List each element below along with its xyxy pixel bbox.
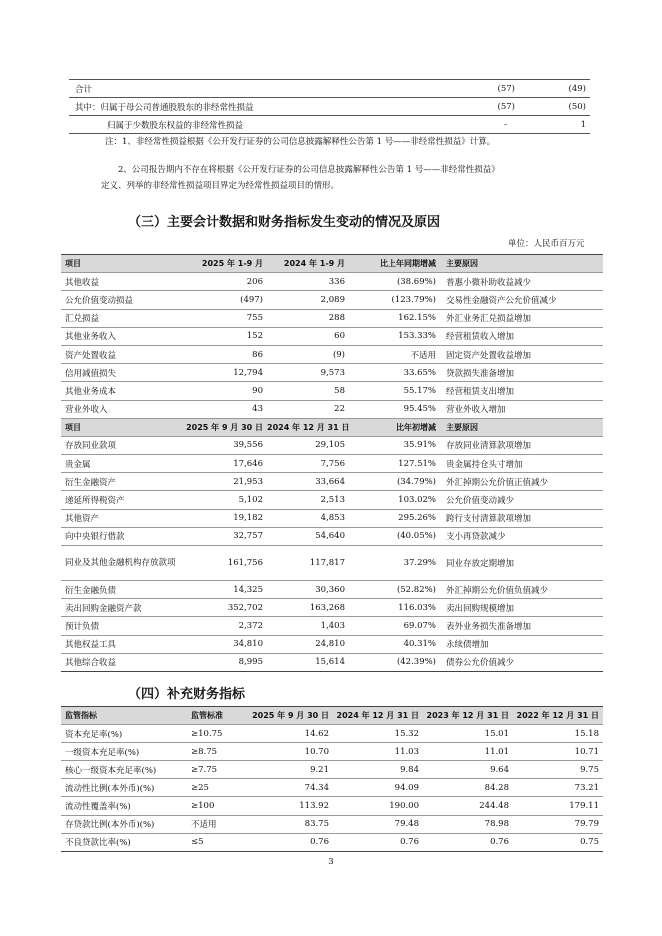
item-label: 预计负债 xyxy=(61,617,185,635)
reason-cell: 经营租赁支出增加 xyxy=(440,382,603,400)
table-row xyxy=(61,546,603,581)
value-cell: 14.62 xyxy=(243,725,333,743)
non-recurring-summary-table xyxy=(69,79,590,134)
value-cell: 1 xyxy=(519,116,590,134)
value-cell: 95.45% xyxy=(349,400,440,418)
standard-cell: 不适用 xyxy=(185,815,243,833)
value-cell: 15.01 xyxy=(423,725,513,743)
header-cell: 2025 年 1-9 月 xyxy=(185,255,267,273)
reason-cell: 贷款损失准备增加 xyxy=(440,364,603,382)
value-cell: (57) xyxy=(429,98,519,116)
reason-cell: 外汇掉期公允价值负值减少 xyxy=(440,581,603,599)
table-row xyxy=(61,725,603,743)
value-cell: 29,105 xyxy=(267,436,349,454)
value-cell: 37.29% xyxy=(349,546,440,581)
value-cell: 9.75 xyxy=(513,761,603,779)
value-cell: 79.79 xyxy=(513,815,603,833)
table-row xyxy=(61,473,603,491)
table-row xyxy=(61,635,603,653)
table-row xyxy=(61,743,603,761)
value-cell: 9.21 xyxy=(243,761,333,779)
table-row xyxy=(61,653,603,671)
value-cell: 117,817 xyxy=(267,546,349,581)
value-cell: 8,995 xyxy=(185,653,267,671)
value-cell: 162.15% xyxy=(349,309,440,327)
value-cell: (57) xyxy=(429,80,519,98)
item-label: 贵金属 xyxy=(61,455,185,473)
item-label: 其他权益工具 xyxy=(61,635,185,653)
reason-cell: 跨行支付清算款项增加 xyxy=(440,509,603,527)
value-cell: 12,794 xyxy=(185,364,267,382)
unit-label: 单位：人民币百万元 xyxy=(508,239,585,249)
value-cell: 288 xyxy=(267,309,349,327)
value-cell: 336 xyxy=(267,273,349,291)
table-row xyxy=(61,491,603,509)
value-cell: 60 xyxy=(267,327,349,345)
table-row xyxy=(69,80,590,98)
value-cell: (42.39%) xyxy=(349,653,440,671)
value-cell: 22 xyxy=(267,400,349,418)
table-header-row xyxy=(61,418,603,436)
value-cell: 113.92 xyxy=(243,797,333,815)
supplementary-indicators-table xyxy=(61,706,603,852)
table-row xyxy=(61,327,603,345)
value-cell: 55.17% xyxy=(349,382,440,400)
value-cell: (38.69%) xyxy=(349,273,440,291)
indicator-label: 资本充足率(%) xyxy=(61,725,185,743)
reason-cell: 卖出回购规模增加 xyxy=(440,599,603,617)
table-row xyxy=(61,273,603,291)
row-label: 其中：归属于母公司普通股股东的非经常性损益 xyxy=(69,98,429,116)
reason-cell: 公允价值变动减少 xyxy=(440,491,603,509)
header-cell: 主要原因 xyxy=(440,255,603,273)
item-label: 其他综合收益 xyxy=(61,653,185,671)
reason-cell: 贵金属持仓头寸增加 xyxy=(440,455,603,473)
value-cell: 755 xyxy=(185,309,267,327)
table-row xyxy=(61,797,603,815)
table-row xyxy=(61,291,603,309)
table-row xyxy=(69,116,590,134)
value-cell: 33,664 xyxy=(267,473,349,491)
table-row xyxy=(61,761,603,779)
value-cell: 190.00 xyxy=(333,797,423,815)
header-cell: 2023 年 12 月 31 日 xyxy=(423,707,513,725)
table-row xyxy=(61,382,603,400)
value-cell: 206 xyxy=(185,273,267,291)
value-cell: 19,182 xyxy=(185,509,267,527)
value-cell: 9.64 xyxy=(423,761,513,779)
table-row xyxy=(69,98,590,116)
header-cell: 主要原因 xyxy=(440,418,603,436)
value-cell: 9.84 xyxy=(333,761,423,779)
value-cell: 58 xyxy=(267,382,349,400)
value-cell: (49) xyxy=(519,80,590,98)
value-cell: 179.11 xyxy=(513,797,603,815)
reason-cell: 债券公允价值减少 xyxy=(440,653,603,671)
value-cell: 161,756 xyxy=(185,546,267,581)
value-cell: 17,646 xyxy=(185,455,267,473)
header-cell: 项目 xyxy=(61,255,185,273)
table-row xyxy=(61,833,603,851)
item-label: 卖出回购金融资产款 xyxy=(61,599,185,617)
table-row xyxy=(61,527,603,545)
value-cell: 5,102 xyxy=(185,491,267,509)
value-cell: 35.91% xyxy=(349,436,440,454)
value-cell: 10.71 xyxy=(513,743,603,761)
indicator-label: 存贷款比例(本外币)(%) xyxy=(61,815,185,833)
indicator-label: 一级资本充足率(%) xyxy=(61,743,185,761)
value-cell: 15.32 xyxy=(333,725,423,743)
header-cell: 监管标准 xyxy=(185,707,243,725)
value-cell: 244.48 xyxy=(423,797,513,815)
value-cell: 11.01 xyxy=(423,743,513,761)
value-cell: 94.09 xyxy=(333,779,423,797)
reason-cell: 外汇业务汇兑损益增加 xyxy=(440,309,603,327)
value-cell: 90 xyxy=(185,382,267,400)
value-cell: (34.79%) xyxy=(349,473,440,491)
value-cell: 152 xyxy=(185,327,267,345)
table-header-row xyxy=(61,255,603,273)
standard-cell: ≥10.75 xyxy=(185,725,243,743)
reason-cell: 表外业务损失准备增加 xyxy=(440,617,603,635)
item-label: 公允价值变动损益 xyxy=(61,291,185,309)
table-row xyxy=(61,617,603,635)
item-label: 其他资产 xyxy=(61,509,185,527)
value-cell: 不适用 xyxy=(349,345,440,363)
item-label: 其他业务收入 xyxy=(61,327,185,345)
item-label: 其他收益 xyxy=(61,273,185,291)
value-cell: 79.48 xyxy=(333,815,423,833)
value-cell: 84.28 xyxy=(423,779,513,797)
value-cell: 21,953 xyxy=(185,473,267,491)
table-row xyxy=(61,345,603,363)
reason-cell: 经营租赁收入增加 xyxy=(440,327,603,345)
header-cell: 2024 年 12 月 31 日 xyxy=(333,707,423,725)
value-cell: - xyxy=(429,116,519,134)
value-cell: 15,614 xyxy=(267,653,349,671)
value-cell: (52.82%) xyxy=(349,581,440,599)
item-label: 递延所得税资产 xyxy=(61,491,185,509)
value-cell: 127.51% xyxy=(349,455,440,473)
table-header-row xyxy=(61,707,603,725)
reason-cell: 永续债增加 xyxy=(440,635,603,653)
value-cell: (123.79%) xyxy=(349,291,440,309)
standard-cell: ≥25 xyxy=(185,779,243,797)
value-cell: (9) xyxy=(267,345,349,363)
financial-changes-table xyxy=(61,254,603,672)
value-cell: 352,702 xyxy=(185,599,267,617)
header-cell: 2024 年 12 月 31 日 xyxy=(267,418,349,436)
table-row xyxy=(61,815,603,833)
table-row xyxy=(61,779,603,797)
value-cell: (50) xyxy=(519,98,590,116)
value-cell: 73.21 xyxy=(513,779,603,797)
reason-cell: 营业外收入增加 xyxy=(440,400,603,418)
section-3-title: （三）主要会计数据和财务指标发生变动的情况及原因 xyxy=(128,215,441,230)
indicator-label: 流动性比例(本外币)(%) xyxy=(61,779,185,797)
value-cell: 163,268 xyxy=(267,599,349,617)
header-cell: 比上年同期增减 xyxy=(349,255,440,273)
value-cell: 11.03 xyxy=(333,743,423,761)
table-row xyxy=(61,455,603,473)
value-cell: (497) xyxy=(185,291,267,309)
item-label: 营业外收入 xyxy=(61,400,185,418)
value-cell: 295.26% xyxy=(349,509,440,527)
value-cell: 7,756 xyxy=(267,455,349,473)
item-label: 资产处置收益 xyxy=(61,345,185,363)
reason-cell: 同业存放定期增加 xyxy=(440,546,603,581)
value-cell: 10.70 xyxy=(243,743,333,761)
table-row xyxy=(61,509,603,527)
value-cell: 34,810 xyxy=(185,635,267,653)
footnote-2-line-1: 2、公司报告期内不存在将根据《公开发行证券的公司信息披露解释性公告第 1 号——非经常性损益》 xyxy=(118,165,500,175)
value-cell: 2,513 xyxy=(267,491,349,509)
standard-cell: ≥7.75 xyxy=(185,761,243,779)
item-label: 信用减值损失 xyxy=(61,364,185,382)
header-cell: 比年初增减 xyxy=(349,418,440,436)
indicator-label: 不良贷款比率(%) xyxy=(61,833,185,851)
value-cell: 39,556 xyxy=(185,436,267,454)
value-cell: 116.03% xyxy=(349,599,440,617)
value-cell: 2,089 xyxy=(267,291,349,309)
standard-cell: ≤5 xyxy=(185,833,243,851)
section-4-title: （四）补充财务指标 xyxy=(128,687,246,702)
item-label: 存放同业款项 xyxy=(61,436,185,454)
item-label: 向中央银行借款 xyxy=(61,527,185,545)
reason-cell: 存放同业清算款项增加 xyxy=(440,436,603,454)
footnote-2-line-2: 定义、列举的非经常性损益项目界定为经常性损益项目的情形。 xyxy=(101,181,340,191)
value-cell: (40.05%) xyxy=(349,527,440,545)
header-cell: 2025 年 9 月 30 日 xyxy=(185,418,267,436)
header-cell: 2024 年 1-9 月 xyxy=(267,255,349,273)
table-row xyxy=(61,436,603,454)
value-cell: 86 xyxy=(185,345,267,363)
reason-cell: 交易性金融资产公允价值减少 xyxy=(440,291,603,309)
table-row xyxy=(61,581,603,599)
item-label: 衍生金融负债 xyxy=(61,581,185,599)
value-cell: 1,403 xyxy=(267,617,349,635)
item-label: 衍生金融资产 xyxy=(61,473,185,491)
value-cell: 0.76 xyxy=(423,833,513,851)
header-cell: 监管指标 xyxy=(61,707,185,725)
standard-cell: ≥100 xyxy=(185,797,243,815)
table-row xyxy=(61,364,603,382)
value-cell: 0.76 xyxy=(243,833,333,851)
value-cell: 30,360 xyxy=(267,581,349,599)
indicator-label: 核心一级资本充足率(%) xyxy=(61,761,185,779)
value-cell: 32,757 xyxy=(185,527,267,545)
value-cell: 54,640 xyxy=(267,527,349,545)
row-label: 合计 xyxy=(69,80,429,98)
value-cell: 14,325 xyxy=(185,581,267,599)
value-cell: 15.18 xyxy=(513,725,603,743)
value-cell: 40.31% xyxy=(349,635,440,653)
standard-cell: ≥8.75 xyxy=(185,743,243,761)
item-label: 汇兑损益 xyxy=(61,309,185,327)
value-cell: 0.76 xyxy=(333,833,423,851)
value-cell: 4,853 xyxy=(267,509,349,527)
value-cell: 2,372 xyxy=(185,617,267,635)
value-cell: 103.02% xyxy=(349,491,440,509)
page-number: 3 xyxy=(328,857,334,867)
table-row xyxy=(61,309,603,327)
reason-cell: 普惠小微补助收益减少 xyxy=(440,273,603,291)
value-cell: 74.34 xyxy=(243,779,333,797)
table-row xyxy=(61,400,603,418)
value-cell: 24,810 xyxy=(267,635,349,653)
item-label: 其他业务成本 xyxy=(61,382,185,400)
value-cell: 83.75 xyxy=(243,815,333,833)
header-cell: 2022 年 12 月 31 日 xyxy=(513,707,603,725)
header-cell: 2025 年 9 月 30 日 xyxy=(243,707,333,725)
value-cell: 0.75 xyxy=(513,833,603,851)
reason-cell: 固定资产处置收益增加 xyxy=(440,345,603,363)
header-cell: 项目 xyxy=(61,418,185,436)
value-cell: 69.07% xyxy=(349,617,440,635)
item-label: 同业及其他金融机构存放款项 xyxy=(61,546,185,581)
footnote-1: 注：1、非经常性损益根据《公开发行证券的公司信息披露解释性公告第 1 号——非经常性损益》计算。 xyxy=(105,137,496,147)
table-row xyxy=(61,599,603,617)
value-cell: 33.65% xyxy=(349,364,440,382)
value-cell: 78.98 xyxy=(423,815,513,833)
value-cell: 153.33% xyxy=(349,327,440,345)
reason-cell: 外汇掉期公允价值正值减少 xyxy=(440,473,603,491)
reason-cell: 支小再贷款减少 xyxy=(440,527,603,545)
indicator-label: 流动性覆盖率(%) xyxy=(61,797,185,815)
value-cell: 43 xyxy=(185,400,267,418)
row-label: 归属于少数股东权益的非经常性损益 xyxy=(69,116,429,134)
value-cell: 9,573 xyxy=(267,364,349,382)
